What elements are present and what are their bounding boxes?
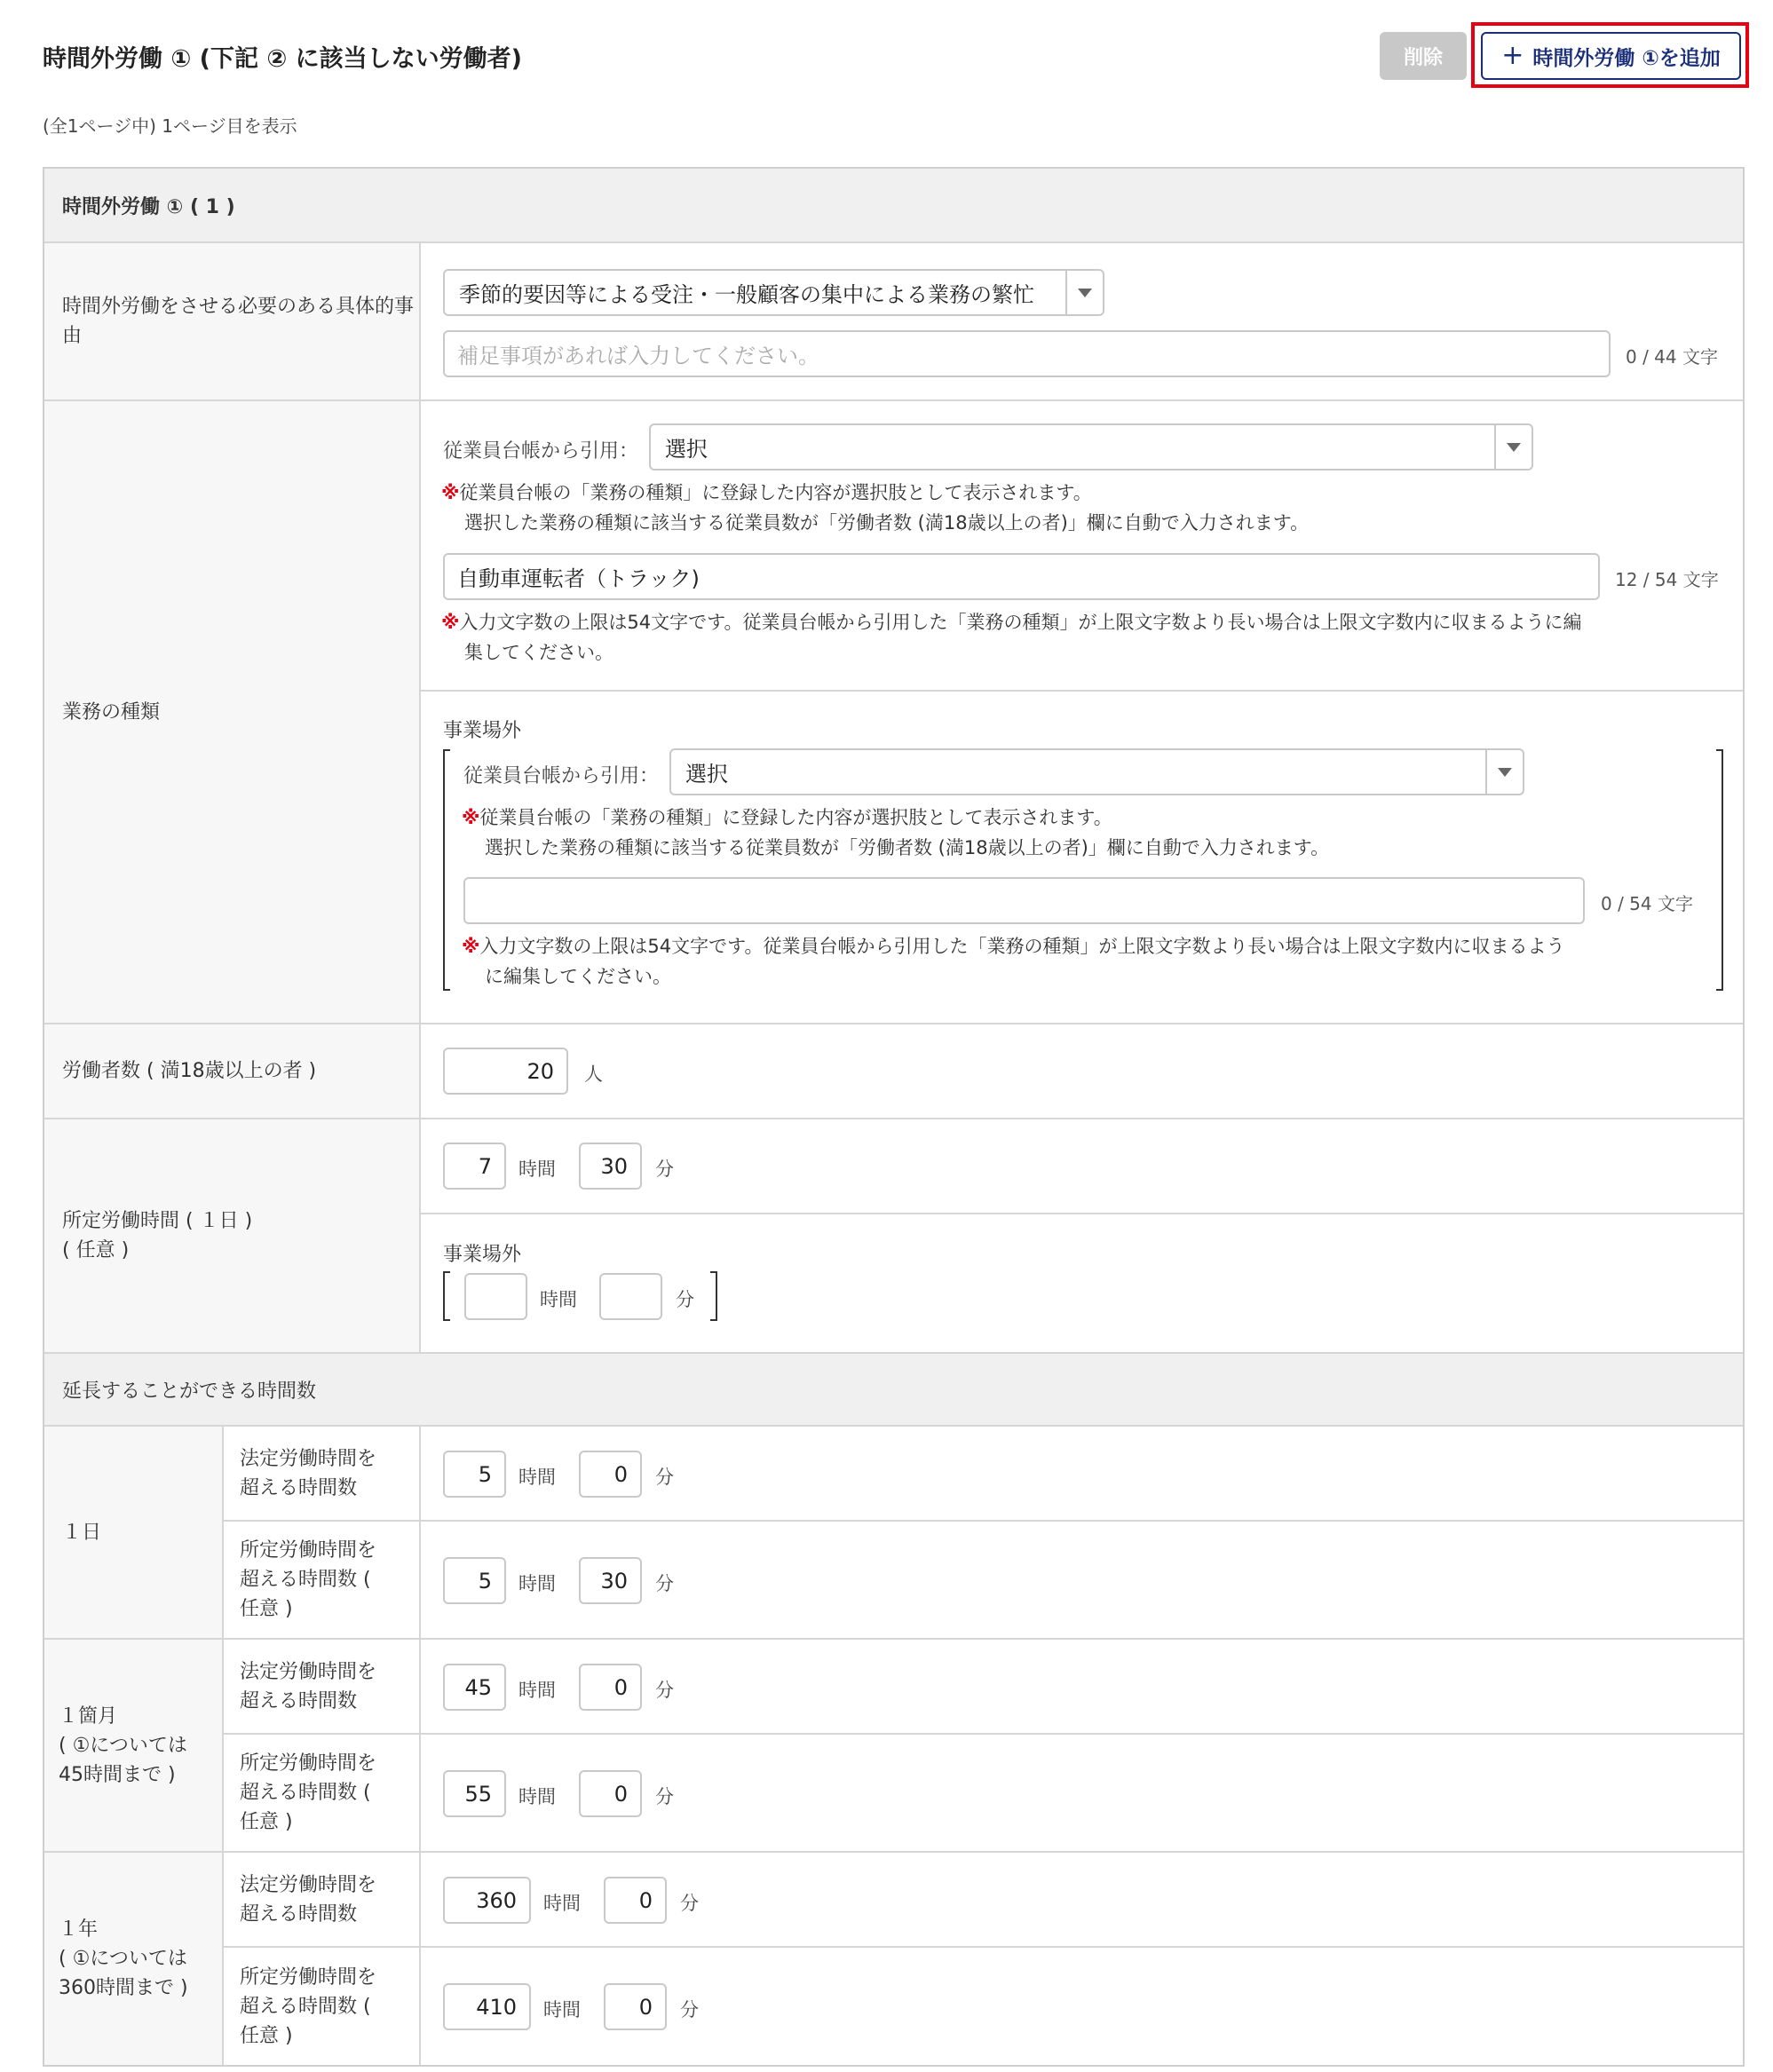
scheduled-outside-label: 事業場外 (443, 1244, 522, 1266)
label-line: 360時間まで ) (59, 1977, 188, 1999)
row-divider (421, 1638, 1743, 1640)
chevron-down-icon (1494, 425, 1532, 469)
label-line: 所定労働時間を (240, 1752, 377, 1775)
work-type-cite-select[interactable] (649, 423, 1533, 471)
chevron-down-icon (1065, 271, 1103, 314)
month-legal-minutes-input[interactable]: 0 (579, 1664, 642, 1711)
label-line: 法定労働時間を (240, 1873, 377, 1896)
label-line: 超える時間数 ( (240, 1995, 371, 2018)
reason-select[interactable] (443, 269, 1104, 316)
scheduled-minutes-input[interactable]: 30 (579, 1143, 642, 1190)
workers-label: 労働者数 ( 満18歳以上の者 ) (44, 1024, 421, 1119)
row-divider (421, 1520, 1743, 1522)
row-divider (421, 1023, 1743, 1024)
year-scheduled-hours-input[interactable]: 410 (443, 1983, 531, 2030)
legal-excess-label (224, 1853, 421, 1948)
minute-unit: 分 (680, 1999, 699, 2021)
note-line: 従業員台帳の「業務の種類」に登録した内容が選択肢として表示されます。 (479, 807, 1112, 828)
note-line: 入力文字数の上限は54文字です。従業員台帳から引用した「業務の種類」が上限文字数より長い場合は上限文字数内に収まるように編 (459, 612, 1582, 633)
hour-unit: 時間 (543, 1999, 581, 2021)
bracket-left (443, 749, 450, 991)
section-title: 時間外労働 ① (下記 ② に該当しない労働者) (43, 45, 522, 73)
note-line: 入力文字数の上限は54文字です。従業員台帳から引用した「業務の種類」が上限文字数より長い場合は上限文字数内に収まるよう (479, 936, 1565, 957)
minute-unit: 分 (680, 1893, 699, 1914)
scheduled-hours-input[interactable]: 7 (443, 1143, 506, 1190)
period-label-year (44, 1853, 224, 2065)
month-scheduled-minutes-input[interactable]: 0 (579, 1770, 642, 1817)
note-mark: ※ (441, 612, 460, 633)
work-type-value: 自動車運転者（トラック) (457, 566, 700, 591)
work-type-input[interactable] (443, 553, 1600, 600)
day-legal-hours-input[interactable]: 5 (443, 1451, 506, 1498)
work-type-cite-value: 選択 (665, 437, 708, 462)
hour-unit: 時間 (540, 1289, 577, 1310)
plus-icon: + (1501, 40, 1524, 71)
label-line: 所定労働時間を (240, 1539, 377, 1562)
hour-unit: 時間 (518, 1467, 556, 1488)
outside-cite-label: 従業員台帳から引用： (463, 765, 660, 787)
row-divider (421, 1946, 1743, 1948)
minute-unit: 分 (655, 1467, 674, 1488)
year-legal-hours-input[interactable]: 360 (443, 1877, 531, 1924)
month-legal-hours-input[interactable]: 45 (443, 1664, 506, 1711)
minute-unit: 分 (655, 1573, 674, 1594)
outside-label: 事業場外 (443, 720, 522, 742)
form-section-header: 時間外労働 ① ( 1 ) (44, 169, 1743, 243)
outside-cite-value: 選択 (685, 762, 728, 787)
outside-note (462, 803, 1329, 863)
minute-unit: 分 (676, 1289, 694, 1310)
note-line: 選択した業務の種類に該当する従業員数が「労働者数 (満18歳以上の者)」欄に自動で入力されます。 (485, 837, 1330, 858)
hour-unit: 時間 (518, 1680, 556, 1701)
scheduled-outside-hours-input[interactable] (464, 1273, 527, 1320)
note-line: 従業員台帳の「業務の種類」に登録した内容が選択肢として表示されます。 (459, 482, 1092, 503)
label-line: 法定労働時間を (240, 1447, 377, 1470)
month-scheduled-hours-input[interactable]: 55 (443, 1770, 506, 1817)
add-overtime-button[interactable] (1481, 32, 1741, 80)
scheduled-excess-label (224, 1522, 421, 1640)
label-line: ( 任意 ) (62, 1239, 130, 1261)
row-divider (421, 1733, 1743, 1735)
outside-work-type-input[interactable] (463, 877, 1585, 924)
label-line: 超える時間数 (240, 1902, 358, 1926)
minute-unit: 分 (655, 1159, 674, 1180)
reason-label: 時間外労働をさせる必要のある具体的事由 (44, 243, 421, 401)
label-line: １年 (59, 1918, 99, 1941)
period-label-day (44, 1427, 224, 1640)
workers-unit: 人 (584, 1064, 603, 1085)
legal-excess-label (224, 1640, 421, 1735)
label-line: 任意 ) (240, 1598, 293, 1620)
row-divider (421, 1118, 1743, 1119)
scheduled-hours-label (44, 1119, 421, 1354)
row-divider (421, 690, 1743, 692)
legal-excess-label (224, 1427, 421, 1522)
note-mark: ※ (441, 482, 460, 503)
period-label-month (44, 1640, 224, 1853)
row-divider (421, 1851, 1743, 1853)
label-line: １箇月 (59, 1704, 118, 1728)
day-scheduled-minutes-input[interactable]: 30 (579, 1557, 642, 1604)
hour-unit: 時間 (543, 1893, 581, 1914)
work-type-char-count: 12 / 54 文字 (1615, 569, 1719, 590)
label-line: 法定労働時間を (240, 1660, 377, 1683)
scheduled-excess-label (224, 1948, 421, 2065)
note-mark: ※ (462, 936, 480, 957)
reason-supplement-input[interactable] (443, 330, 1611, 377)
reason-char-count: 0 / 44 文字 (1626, 346, 1718, 368)
minute-unit: 分 (655, 1680, 674, 1701)
reason-select-value: 季節的要因等による受注・一般顧客の集中による業務の繁忙 (459, 282, 1034, 307)
work-type-label: 業務の種類 (44, 401, 421, 1024)
extension-header: 延長することができる時間数 (44, 1354, 1743, 1427)
reason-supplement-placeholder: 補足事項があれば入力してください。 (457, 344, 819, 368)
note-line: 集してください。 (464, 642, 613, 663)
label-line: 超える時間数 (240, 1689, 358, 1712)
note-mark: ※ (462, 807, 480, 828)
hour-unit: 時間 (518, 1573, 556, 1594)
hour-unit: 時間 (518, 1786, 556, 1807)
label-line: 超える時間数 ( (240, 1569, 371, 1591)
row-divider (421, 1213, 1743, 1214)
cite-label: 従業員台帳から引用： (443, 440, 639, 463)
workers-input[interactable]: 20 (443, 1048, 568, 1095)
label-line: 45時間まで ) (59, 1763, 176, 1786)
outside-limit-note (462, 931, 1564, 992)
hour-unit: 時間 (518, 1159, 556, 1180)
bracket-right (710, 1271, 717, 1321)
label-line: 任意 ) (240, 1811, 293, 1833)
label-line: 所定労働時間を (240, 1965, 377, 1989)
label-line: 超える時間数 ( (240, 1782, 371, 1804)
outside-cite-select[interactable] (669, 748, 1524, 795)
minute-unit: 分 (655, 1786, 674, 1807)
label-line: １日 (62, 1521, 102, 1544)
day-scheduled-hours-input[interactable]: 5 (443, 1557, 506, 1604)
label-line: ( ①については (59, 1948, 187, 1970)
add-overtime-label: 時間外労働 ①を追加 (1532, 46, 1721, 70)
outside-char-count: 0 / 54 文字 (1601, 893, 1693, 914)
label-line: 任意 ) (240, 2024, 293, 2047)
scheduled-outside-minutes-input[interactable] (599, 1273, 662, 1320)
work-type-limit-note (441, 607, 1581, 668)
page-info: (全1ページ中) 1ページ目を表示 (43, 115, 297, 137)
note-line: 選択した業務の種類に該当する従業員数が「労働者数 (満18歳以上の者)」欄に自動で入力されます。 (464, 512, 1310, 534)
work-type-note (441, 478, 1309, 538)
year-legal-minutes-input[interactable]: 0 (604, 1877, 667, 1924)
delete-button[interactable]: 削除 (1380, 32, 1467, 80)
label-line: 所定労働時間 ( １日 ) (62, 1210, 253, 1232)
row-divider (421, 399, 1743, 401)
bracket-left (443, 1271, 450, 1321)
chevron-down-icon (1485, 750, 1523, 794)
bracket-right (1716, 749, 1723, 991)
label-line: 超える時間数 (240, 1476, 358, 1499)
label-line: ( ①については (59, 1734, 187, 1757)
scheduled-excess-label (224, 1735, 421, 1853)
year-scheduled-minutes-input[interactable]: 0 (604, 1983, 667, 2030)
note-line: に編集してください。 (485, 966, 671, 987)
day-legal-minutes-input[interactable]: 0 (579, 1451, 642, 1498)
